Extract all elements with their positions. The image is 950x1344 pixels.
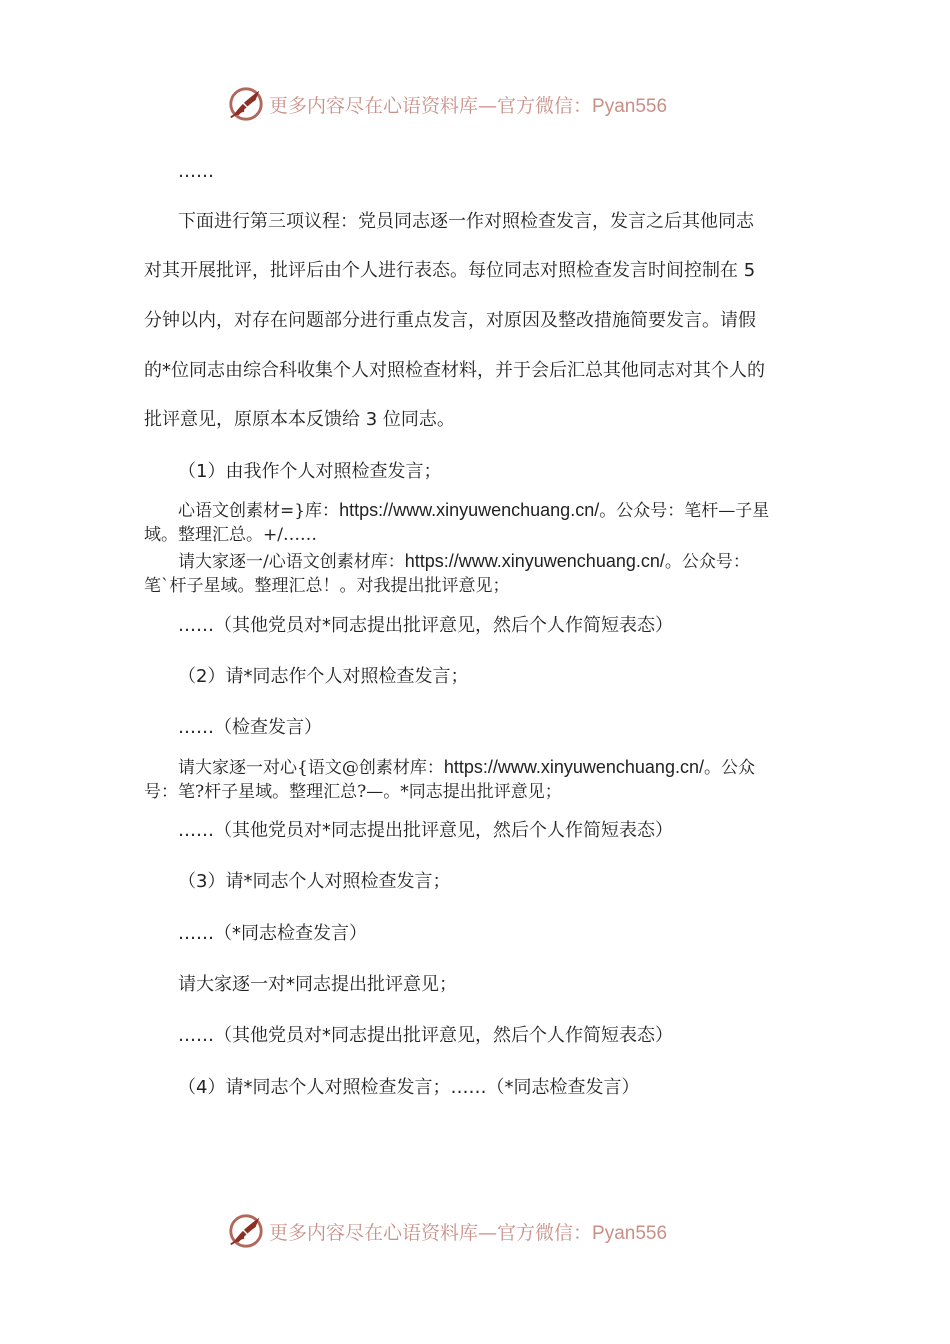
- url-text: https://www.xinyuwenchuang.cn/: [443, 757, 704, 777]
- item-heading: （1）由我作个人对照检查发言；: [178, 461, 442, 482]
- paragraph-line: 分钟以内，对存在问题部分进行重点发言，对原因及整改措施简要发言。请假: [144, 310, 756, 331]
- item-heading: （4）请*同志个人对照检查发言；……（*同志检查发言）: [178, 1077, 640, 1098]
- url-text: https://www.xinyuwenchuang.cn/: [404, 551, 665, 571]
- ellipsis-line: ……: [178, 161, 214, 182]
- watermark-line: 号：笔?杆子星域。整理汇总?—。*同志提出批评意见；: [144, 782, 562, 802]
- item-heading: （2）请*同志作个人对照检查发言；: [178, 666, 469, 687]
- watermark-line: 笔`杆子星域。整理汇总！。对我提出批评意见；: [144, 576, 510, 596]
- footer-banner: [0, 1209, 950, 1253]
- watermark-line: 请大家逐一对心{语文@创素材库：https://www.xinyuwenchuang.cn/。公众: [178, 757, 755, 778]
- paragraph-line: 对其开展批评，批评后由个人进行表态。每位同志对照检查发言时间控制在 5: [144, 260, 756, 281]
- banner-text: 更多内容尽在心语资料库—官方微信：Pyan556: [269, 1221, 668, 1244]
- banner-text: 更多内容尽在心语资料库—官方微信：Pyan556: [269, 94, 668, 117]
- paragraph-line: 的*位同志由综合科收集个人对照检查材料，并于会后汇总其他同志对其个人的: [144, 360, 765, 381]
- header-banner: [0, 82, 950, 126]
- item-heading: （3）请*同志个人对照检查发言；: [178, 871, 451, 892]
- watermark-line: 域。整理汇总。+/……: [144, 525, 317, 545]
- paragraph-line: ……（其他党员对*同志提出批评意见，然后个人作简短表态）: [178, 1025, 673, 1046]
- paragraph-line: ……（检查发言）: [178, 717, 322, 738]
- paragraph-line: ……（其他党员对*同志提出批评意见，然后个人作简短表态）: [178, 615, 673, 636]
- paragraph-line: 下面进行第三项议程：党员同志逐一作对照检查发言，发言之后其他同志: [178, 211, 754, 232]
- watermark-line: 心语文创素材=}库：https://www.xinyuwenchuang.cn/。公众号：笔杆—子星: [178, 500, 770, 521]
- pen-logo-icon: [227, 1212, 265, 1250]
- paragraph-line: ……（*同志检查发言）: [178, 923, 367, 944]
- paragraph-line: 批评意见，原原本本反馈给 3 位同志。: [144, 409, 455, 430]
- paragraph-line: 请大家逐一对*同志提出批评意见；: [178, 974, 457, 995]
- pen-logo-icon: [227, 85, 265, 123]
- watermark-line: 请大家逐一/心语文创素材库：https://www.xinyuwenchuang.cn/。公众号：: [178, 551, 750, 572]
- paragraph-line: ……（其他党员对*同志提出批评意见，然后个人作简短表态）: [178, 820, 673, 841]
- url-text: https://www.xinyuwenchuang.cn/: [339, 500, 600, 520]
